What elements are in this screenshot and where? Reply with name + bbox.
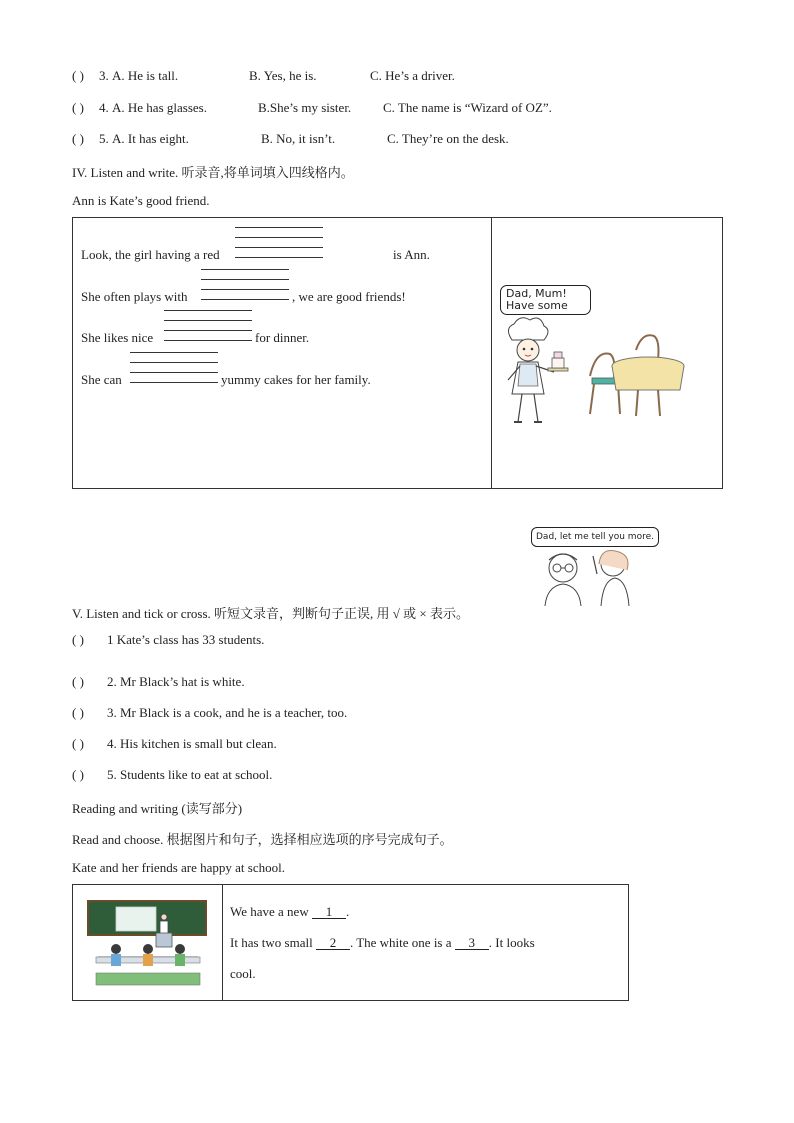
- option-c: C. They’re on the desk.: [387, 131, 509, 146]
- section-4-heading: IV. Listen and write. 听录音,将单词填入四线格内。: [72, 165, 354, 180]
- statement: 3. Mr Black is a cook, and he is a teacher, too.: [107, 705, 348, 720]
- four-line-grid-3[interactable]: [164, 310, 252, 341]
- speech-bubble-girl: [500, 285, 591, 315]
- bubble-text-line-2: Have some: [506, 299, 568, 312]
- write-line-3-end: for dinner.: [255, 330, 310, 345]
- reading-sentence-3: cool.: [230, 966, 256, 981]
- reading-instruction: Read and choose. 根据图片和句子，选择相应选项的序号完成句子。: [72, 832, 453, 847]
- answer-paren[interactable]: ( ): [72, 736, 84, 751]
- write-line-2-end: , we are good friends!: [292, 289, 406, 304]
- reading-sentence-1: We have a new 1 .: [230, 904, 350, 919]
- reading-title: Reading and writing (读写部分): [72, 801, 243, 816]
- write-line-1-end: is Ann.: [393, 247, 430, 262]
- classroom-illustration: [86, 897, 210, 989]
- option-a: A. It has eight.: [112, 131, 189, 146]
- option-b: B. No, it isn’t.: [261, 131, 336, 146]
- answer-paren[interactable]: ( ): [72, 131, 84, 146]
- statement: 2. Mr Black’s hat is white.: [107, 674, 245, 689]
- answer-blank-2[interactable]: 2: [316, 936, 350, 950]
- option-a: A. He is tall.: [112, 68, 179, 83]
- question-number: 4.: [99, 100, 109, 115]
- answer-blank-1[interactable]: 1: [312, 905, 346, 919]
- write-line-4-end: yummy cakes for her family.: [221, 372, 371, 387]
- statement: 5. Students like to eat at school.: [107, 767, 273, 782]
- write-line-1-start: Look, the girl having a red: [81, 247, 220, 262]
- write-line-3-start: She likes nice: [81, 330, 154, 345]
- option-b: B. Yes, he is.: [249, 68, 317, 83]
- table-divider: [491, 218, 492, 488]
- table-divider: [222, 885, 223, 1000]
- reading-sentence-2: It has two small 2 . The white one is a 3 . It looks: [230, 935, 535, 950]
- write-line-2-start: She often plays with: [81, 289, 188, 304]
- question-number: 5.: [99, 131, 109, 146]
- statement: 1 Kate’s class has 33 students.: [107, 632, 265, 647]
- answer-paren[interactable]: ( ): [72, 632, 84, 647]
- option-a: A. He has glasses.: [112, 100, 207, 115]
- answer-paren[interactable]: ( ): [72, 674, 84, 689]
- write-line-4-start: She can: [81, 372, 122, 387]
- girl-serving-cake-illustration: [498, 314, 690, 430]
- bubble-text-line-1: Dad, Mum!: [506, 287, 567, 300]
- speech-bubble-kids: Dad, let me tell you more.: [531, 527, 659, 547]
- answer-blank-3[interactable]: 3: [455, 936, 489, 950]
- option-c: C. The name is “Wizard of OZ”.: [383, 100, 552, 115]
- section-5-heading: V. Listen and tick or cross. 听短文录音，判断句子正误, 用 √ 或 × 表示。: [72, 606, 469, 621]
- answer-paren[interactable]: ( ): [72, 767, 84, 782]
- option-b: B.She’s my sister.: [258, 100, 352, 115]
- statement: 4. His kitchen is small but clean.: [107, 736, 277, 751]
- four-line-grid-1[interactable]: [235, 227, 323, 258]
- four-line-grid-2[interactable]: [201, 269, 289, 300]
- boy-and-girl-illustration: [535, 548, 645, 608]
- four-line-grid-4[interactable]: [130, 352, 218, 383]
- option-c: C. He’s a driver.: [370, 68, 455, 83]
- reading-intro: Kate and her friends are happy at school.: [72, 860, 285, 875]
- answer-paren[interactable]: ( ): [72, 100, 84, 115]
- section-4-intro: Ann is Kate’s good friend.: [72, 193, 210, 208]
- answer-paren[interactable]: ( ): [72, 705, 84, 720]
- answer-paren[interactable]: ( ): [72, 68, 84, 83]
- question-number: 3.: [99, 68, 109, 83]
